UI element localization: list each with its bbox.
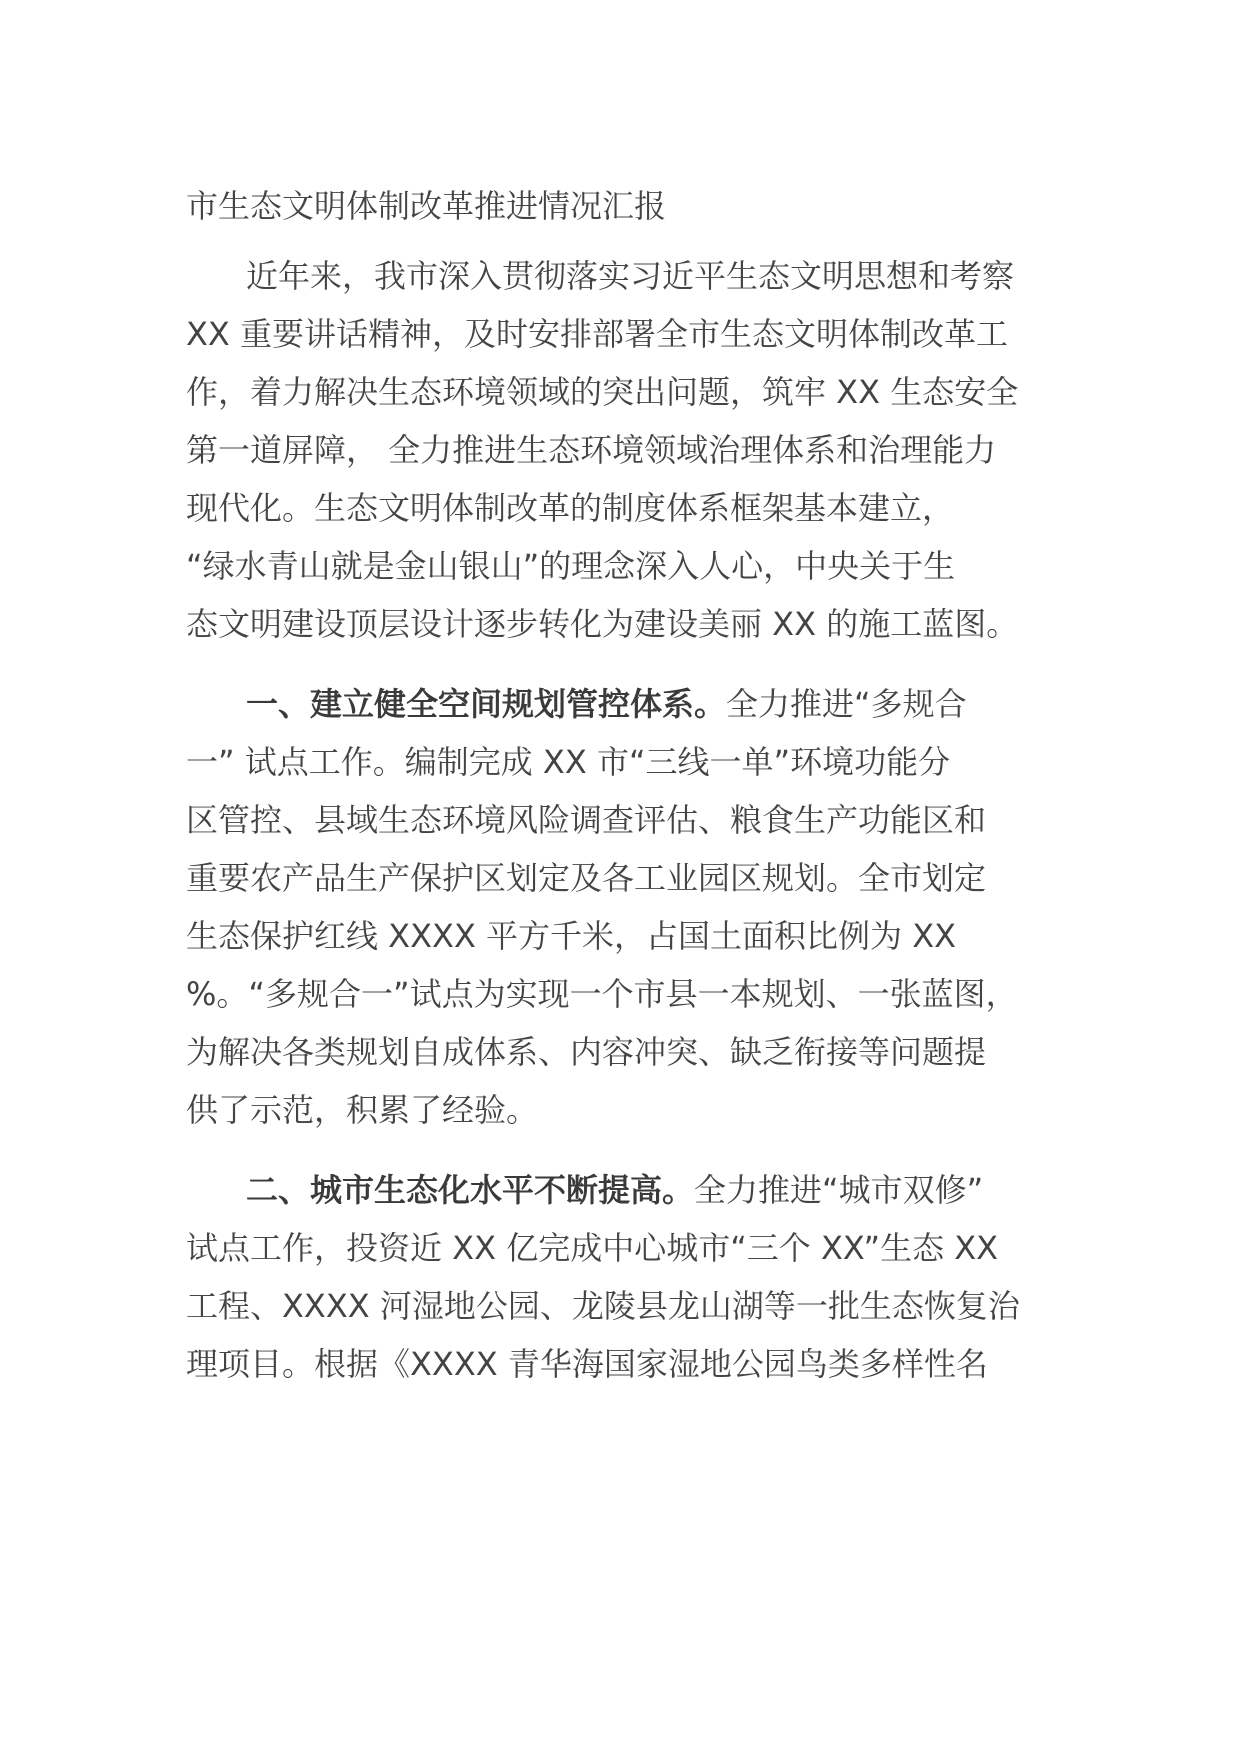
- section2-line-3: 工程、XXXX 河湿地公园、龙陵县龙山湖等一批生态恢复治: [186, 1287, 1020, 1325]
- section1-first-line-rest: 全力推进“多规合: [726, 685, 967, 723]
- section1-line-3: 区管控、县域生态环境风险调查评估、粮食生产功能区和: [186, 801, 987, 839]
- intro-line-6: “绿水青山就是金山银山”的理念深入人心，中央关于生: [186, 547, 956, 585]
- intro-line-3: 作，着力解决生态环境领域的突出问题，筑牢 XX 生态安全: [186, 373, 1019, 411]
- section1-line-8: 供了示范，积累了经验。: [186, 1091, 539, 1129]
- intro-line-1: 近年来，我市深入贯彻落实习近平生态文明思想和考察: [246, 257, 1015, 295]
- section1-line-6: %。“多规合一”试点为实现一个市县一本规划、一张蓝图，: [186, 975, 1018, 1013]
- section1-line-7: 为解决各类规划自成体系、内容冲突、缺乏衔接等问题提: [186, 1033, 987, 1071]
- section1-line-5: 生态保护红线 XXXX 平方千米，占国土面积比例为 XX: [186, 917, 957, 955]
- section2-first-line-rest: 全力推进“城市双修”: [694, 1171, 984, 1209]
- section1-first-line: [246, 682, 967, 726]
- section1-line-4: 重要农产品生产保护区划定及各工业园区规划。全市划定: [186, 859, 987, 897]
- section2-heading: 二、城市生态化水平不断提高。: [246, 1171, 695, 1209]
- section1-line-2: 一” 试点工作。编制完成 XX 市“三线一单”环境功能分: [186, 743, 951, 781]
- intro-line-2: XX 重要讲话精神，及时安排部署全市生态文明体制改革工: [186, 315, 1009, 353]
- intro-line-7: 态文明建设顶层设计逐步转化为建设美丽 XX 的施工蓝图。: [186, 605, 1019, 643]
- document-title: 市生态文明体制改革推进情况汇报: [186, 187, 667, 225]
- section1-heading: 一、建立健全空间规划管控体系。: [246, 685, 727, 723]
- section2-line-2: 试点工作，投资近 XX 亿完成中心城市“三个 XX”生态 XX: [186, 1229, 999, 1267]
- section2-line-4: 理项目。根据《XXXX 青华海国家湿地公园鸟类多样性名: [186, 1345, 988, 1383]
- intro-line-5: 现代化。生态文明体制改革的制度体系框架基本建立，: [186, 489, 955, 527]
- intro-line-4: 第一道屏障， 全力推进生态环境领域治理体系和治理能力: [186, 431, 997, 469]
- section2-first-line: [246, 1168, 983, 1212]
